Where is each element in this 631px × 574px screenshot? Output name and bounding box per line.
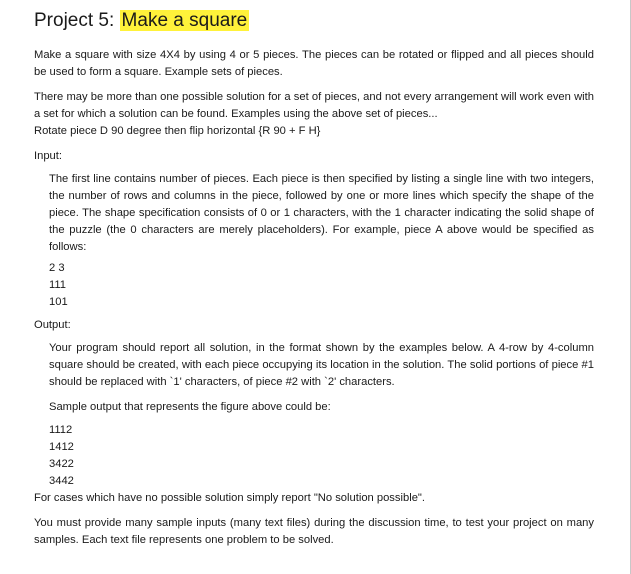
sample-output [34, 422, 594, 490]
document-page [34, 9, 594, 549]
sample-output-label: Sample output that represents the figure above could be: [49, 401, 331, 413]
title-prefix: Project 5: [34, 10, 120, 31]
input-example [34, 260, 594, 311]
sample-output-line: 1412 [49, 441, 74, 453]
page-title [34, 9, 594, 33]
output-description: Your program should report all solution, in the format shown by the examples below. A 4-row by 4-column square should be created, with each piece occupying its location in the solution. The solid portions of piece #1 should be replaced with `1' characters, of piece #2 with `2' characters. [49, 342, 594, 388]
intro-paragraph-2: There may be more than one possible solution for a set of pieces, and not every arrangement will work even with a set for which a solution can be found. Examples using the above set of pieces... [34, 91, 594, 120]
closing-paragraph: You must provide many sample inputs (many text files) during the discussion time, to test your project on many samples. Each text file represents one problem to be solved. [34, 517, 594, 546]
sample-output-line: 1112 [49, 424, 73, 436]
intro-paragraph-3: Rotate piece D 90 degree then flip horizontal {R 90 + F H} [34, 125, 321, 137]
input-example-line: 111 [49, 279, 67, 291]
sample-output-line: 3442 [49, 475, 74, 487]
input-description: The first line contains number of pieces. Each piece is then specified by listing a single line with two integers, the number of rows and columns in the piece, followed by one or more lines which specify the shape of the piece. The shape specification consists of 0 or 1 characters, with the 1 character indicating the solid shape of the puzzle (the 0 characters are merely placeholders). For example, piece A above would be specified as follows: [49, 173, 594, 253]
sample-output-line: 3422 [49, 458, 74, 470]
no-solution-note: For cases which have no possible solution simply report "No solution possible". [34, 492, 425, 504]
input-heading: Input: [34, 150, 62, 162]
intro-paragraph-1: Make a square with size 4X4 by using 4 or 5 pieces. The pieces can be rotated or flipped and all pieces should be used to form a square. Example sets of pieces. [34, 49, 594, 78]
title-highlight: Make a square [121, 10, 248, 31]
input-example-line: 101 [49, 296, 68, 308]
output-heading: Output: [34, 319, 71, 331]
input-example-line: 2 3 [49, 262, 65, 274]
